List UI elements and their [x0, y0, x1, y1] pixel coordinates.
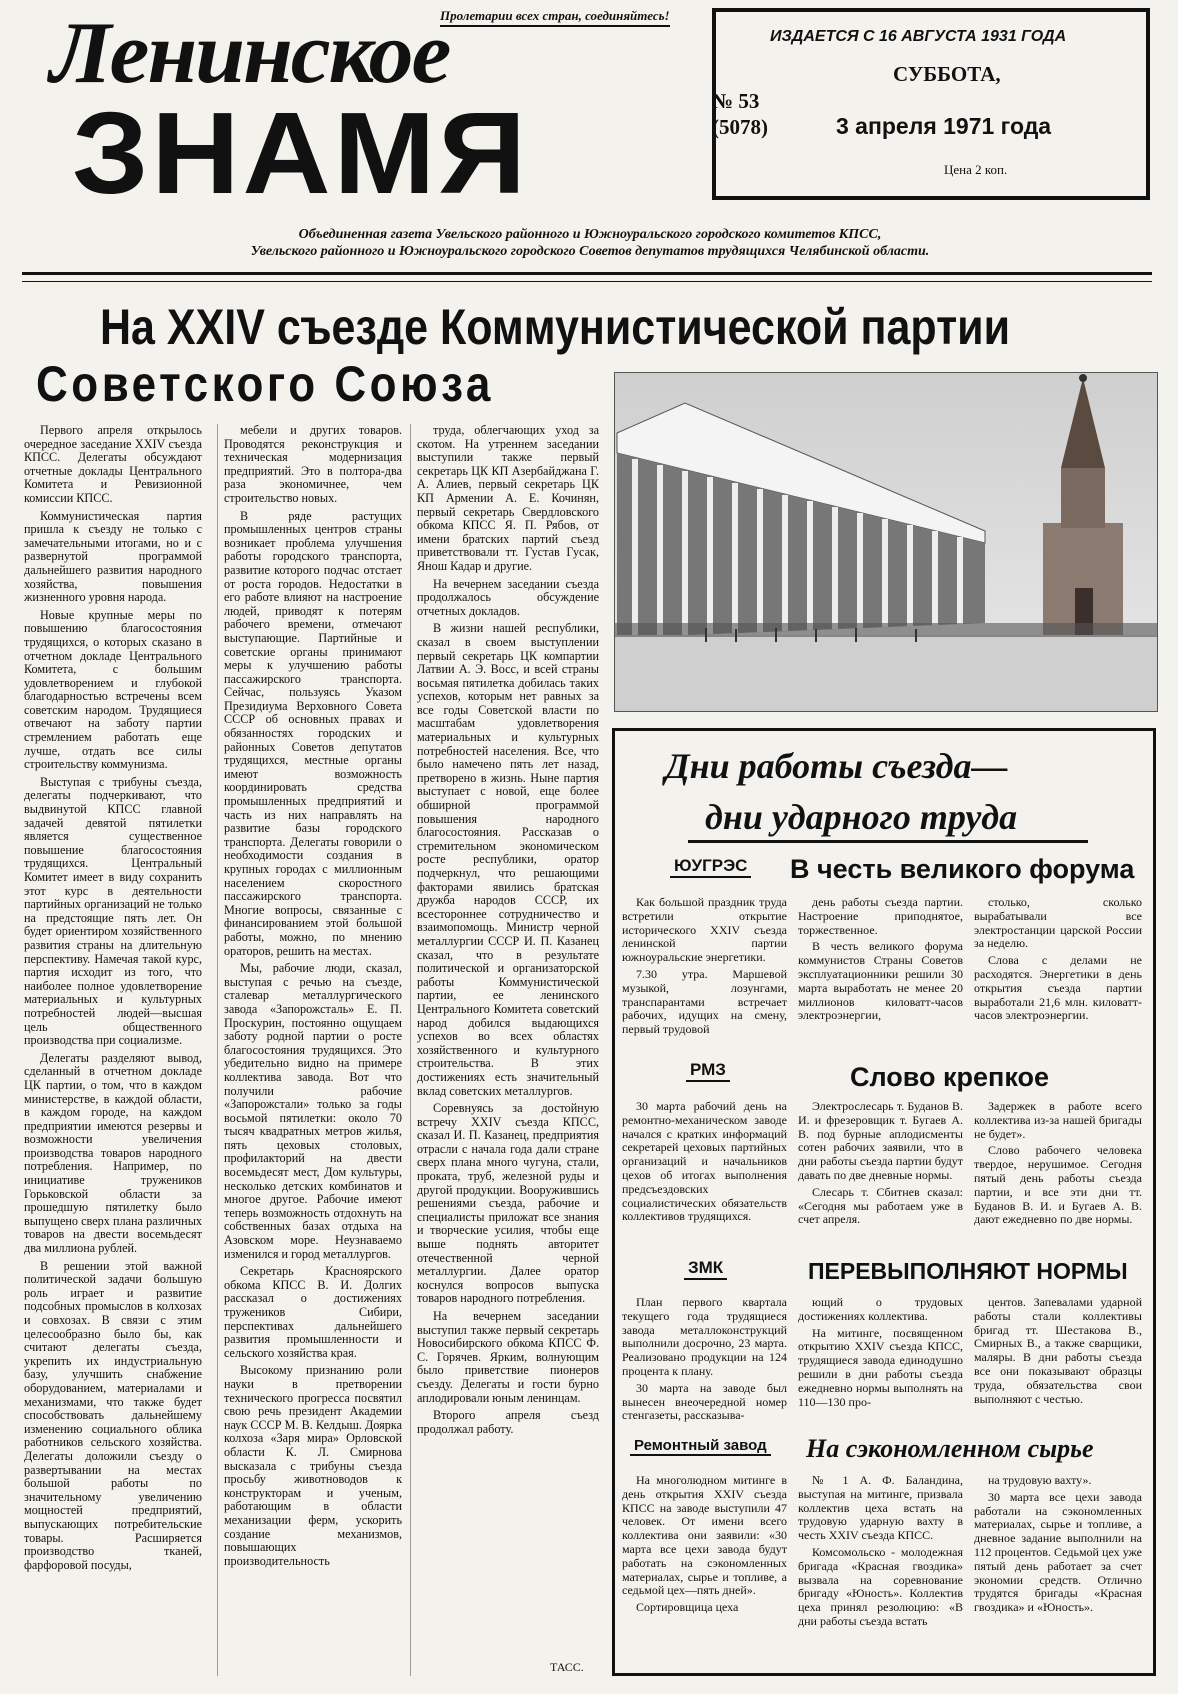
paragraph: В жизни нашей республики, сказал в своем выступлении первый секретарь ЦК компартии Латвии А. Э. Восс, и всей страны восьмая пятилетка добилась таких успехов, которым нет равных за все годы Советской власти по масштабам удовлетворения материальных и культурных потребностей населения. Все, что было намечено пять лет назад, претворено в жизнь. Ныне партия выступает с новой, еще более обширной программой повышения народного благосостояния. Рассказав о стремительном экономическом росте республики, оратор подчеркнул, что решающими факторами явились братская дружба народов СССР, их всестороннее сотрудничество и взаимопомощь. Министр черной металлургии СССР И. П. Казанец сказал, что в результате политической и организаторской работы Коммунистической партии, ее ленинского Центрального Комитета советский народ добился выдающихся успехов во всех областях хозяйственного и культурного строительства. В этих достижениях есть значительный вклад советских металлургов.: [417, 621, 599, 1098]
box-title-line2: дни ударного труда: [705, 797, 1018, 837]
paragraph: мебели и других товаров. Проводятся реконструкция и техническая модернизация предприятий. Это в полтора-два раза экономичнее, чем строительство новых.: [224, 424, 402, 505]
section-tag-yugres: ЮУГРЭС: [670, 856, 751, 878]
paragraph: Соревнуясь за достойную встречу XXIV съезда КПСС, сказал И. П. Казанец, предприятия отрасли с начала года дали стране сверх плана много чугуна, стали, проката, труб, железной руды и другой продукции. Вооружившись решениями съезда, рабочие и специалисты приложат все знания и творческие усилия, чтобы еще выше поднять авторитет отечественной черной металлургии. Далее оратор коснулся вопросов выпуска товаров народного потребления.: [417, 1101, 599, 1306]
repair-plant-column-1: [622, 1474, 787, 1666]
paragraph: 30 марта рабочий день на ремонтно-механическом заводе начался с кратких информаций секретарей цеховых партийных организаций и начальников цехов об итогах выполнения предсъездовских социалистических обязательств коллективов трудящихся.: [622, 1100, 787, 1224]
paragraph: Секретарь Красноярского обкома КПСС В. И. Долгих рассказал о достижениях тружеников Сибири, перспективах дальнейшего развития промышленности и сельского хозяйства края.: [224, 1264, 402, 1360]
publisher-subtitle: [170, 226, 1010, 260]
motto: Пролетарии всех стран, соединяйтесь!: [440, 8, 670, 27]
paragraph: Сортировщица цеха: [636, 1600, 739, 1615]
paragraph: Слова с делами не расходятся. Энергетики в день открытия съезда партии выработали 21,6 млн. киловатт-часов электроэнергии.: [974, 953, 1142, 1023]
rmz-column-3: [974, 1100, 1142, 1258]
paragraph: № 1 А. Ф. Баландина, выступая на митинге, призвала коллектив цеха встать на трудовую ударную вахту в честь XXIV съезда КПСС.: [798, 1474, 963, 1543]
paragraph: 30 марта все цехи завода работали на сэкономленных материалах, сырье и топливе, а дневное задание выполнили на 112 процентов. Седьмой цех уже пятый день работает за счет экономии средств. Отлично трудятся бригады «Красная гвоздика» и «Юность».: [974, 1489, 1142, 1615]
paragraph: центов. Запевалами ударной работы стали коллективы бригад тт. Шестакова В., Смирных В., а также сварщики, маляры. В дни работы съезда все они показывают образцы труда, обязательства свои выполняют с честью.: [974, 1296, 1142, 1406]
section-tag-zmk: ЗМК: [684, 1258, 727, 1280]
paragraph: Первого апреля открылось очередное заседание XXIV съезда КПСС. Делегаты обсуждают отчетные доклады Центрального Комитета и Ревизионной комиссии КПСС.: [24, 424, 202, 505]
repair-plant-column-2: [798, 1474, 963, 1666]
paragraph: на трудовую вахту».: [988, 1474, 1092, 1487]
lead-column-3: [410, 424, 599, 1676]
yugres-column-2: [798, 896, 963, 1058]
section-tag-rmz: РМЗ: [686, 1060, 730, 1082]
paragraph: На вечернем заседании съезда продолжалось обсуждение отчетных докладов.: [417, 576, 599, 618]
yugres-column-3: [974, 896, 1142, 1058]
paragraph: В решении этой важной политической задачи большую роль играет и развитие подсобных промыслов в колхозах и совхозах. В связи с этим целесообразно было бы, как считают делегаты съезда, укрепить их индустриальную базу, улучшить снабжение оборудованием, материалами и механизмами, что также будет способствовать дальнейшему изменению социального облика работников сельского хозяйства. Делегаты доложили съезду о развертывании на местах большой работы по значительному увеличению мощностей предприятий, выпускающих потребительские товары. Расширяется производство тканей, фарфоровой посуды,: [24, 1258, 202, 1572]
paragraph: Выступая с трибуны съезда, делегаты подчеркивают, что выдвинутой КПСС главной задачей девятой пятилетки является существенное повышение благосостояния трудящихся. Центральный Комитет имеет в виду сохранить этот курс в деятельности партийных организаций не только на предстоящие пять лет. Он будет ориентиром хозяйственного развития страны на длительную перспективу. Намечая такой курс, партия исходит из того, что наиболее полное удовлетворение материальных и культурных потребностей людей—высшая цель общественного производства при социализме.: [24, 774, 202, 1048]
paragraph: 7.30 утра. Маршевой музыкой, лозунгами, транспарантами встречает рабочих, идущих на смену, первый трудовой: [622, 966, 787, 1037]
paragraph: Как большой праздник труда встретили открытие исторического XXIV съезда ленинской партии южноуральские энергетики.: [622, 896, 787, 965]
paragraph: План первого квартала текущего года трудящиеся завода металлоконструкций выполнили досрочно, 23 марта. Реализовано продукции на 124 процента к плану.: [622, 1296, 787, 1378]
photo-drawing: [615, 373, 1157, 711]
paragraph: ющий о трудовых достижениях коллектива.: [798, 1296, 963, 1323]
rmz-column-1: [622, 1100, 787, 1258]
paragraph: В честь великого форума коммунистов Страны Советов эксплуатационники решили 30 марта выработать не менее 20 миллионов киловатт-часов электроэнергии,: [798, 939, 963, 1023]
paragraph: день работы съезда партии. Настроение приподнятое, торжественное.: [798, 896, 963, 937]
issue-date: 3 апреля 1971 года: [836, 113, 1052, 139]
paragraph: Новые крупные меры по повышению благосостояния трудящихся, о которых сказано в отчетном докладе Центрального Комитета, с большим удовлетворением и глубокой благодарностью встречены всем советским народом. Трудящиеся отвечают на заботу партии стремлением работать еще лучше, отдать все силы строительству коммунизма.: [24, 607, 202, 772]
rmz-column-2: [798, 1100, 963, 1258]
paragraph: На митинге, посвященном открытию XXIV съезда КПСС, трудящиеся завода единодушно решили в дни работы съезда ежедневно нормы выполнять на 110—130 про-: [798, 1325, 963, 1409]
section-headline-repair-plant: На сэкономленном сырье: [806, 1434, 1094, 1463]
paragraph: Задержек в работе всего коллектива из-за нашей бригады не будет».: [974, 1100, 1142, 1141]
lead-column-1: [24, 424, 202, 1676]
zmk-column-3: [974, 1296, 1142, 1426]
weekday: СУББОТА,: [893, 62, 1001, 86]
issue-no: № 53: [712, 89, 760, 113]
section-headline-yugres: В честь великого форума: [790, 854, 1135, 884]
paragraph: Высокому признанию роли науки в претворении технического прогресса посвятил свою речь президент Академии наук СССР М. В. Келдыш. Доярка колхоза «Заря мира» Орловской области К. Л. Смирнова высказала с трибуны съезда просьбу животноводов к конструкторам и ученым, работающим в области механизации ферм, ускорить создание механизмов, повышающих производительность: [224, 1363, 402, 1568]
paragraph: Коммунистическая партия пришла к съезду не только с замечательными итогами, но и с развернутой программой дальнейшего развития народного хозяйства, повышения жизненного уровня народа.: [24, 508, 202, 605]
box-title-rule: [688, 840, 1088, 843]
newspaper-title-line1: Ленинское: [50, 5, 450, 102]
lead-headline-line2: Советского Союза: [36, 356, 494, 412]
subtitle-line1: Объединенная газета Увельского районного и Южноуральского городского комитетов КПСС,: [298, 227, 882, 242]
paragraph: столько, сколько вырабатывали все электростанции царской России за неделю.: [974, 896, 1142, 951]
paragraph: Комсомольско - молодежная бригада «Красная гвоздика» вызвала на соревнование бригаду «Юность». Коллектив цеха принял резолюцию: «В дни работы съезда встать: [798, 1544, 963, 1628]
box-title-line1: Дни работы съезда—: [665, 746, 1008, 786]
paragraph: Слово рабочего человека твердое, нерушимое. Сегодня пятый день работы съезда партии, и все эти дни тт. Буданов В. И. и Бугаев А. В. дают ежедневно по две нормы.: [974, 1143, 1142, 1227]
paragraph: На вечернем заседании выступил также первый секретарь Новосибирского обкома КПСС Ф. С. Горячев. Ярким, волнующим было приветствие пионеров съезду. Делегаты и гости бурно аплодировали юным ленинцам.: [417, 1309, 599, 1405]
published-since: ИЗДАЕТСЯ С 16 АВГУСТА 1931 ГОДА: [770, 28, 1067, 45]
section-headline-rmz: Слово крепкое: [850, 1062, 1050, 1092]
paragraph: Электрослесарь т. Буданов В. И. и фрезеровщик т. Бугаев А. В. под бурные аплодисменты сотен рабочих заявили, что в дни работы съезда партии будут давать по две дневные нормы.: [798, 1100, 963, 1182]
paragraph: Мы, рабочие люди, сказал, выступая с речью на съезде, сталевар металлургического завода «Запорожсталь» Е. П. Проскурин, постоянно ощущаем заботу родной партии о росте благосостояния трудящихся. Это убедительно видно на примере коллектива завода. Вот что получили рабочие «Запорожстали» только за годы восьмой пятилетки: около 70 тысяч квадратных метров жилья, пять цеховых столовых, профилакторий на двести восемьдесят мест, Дом культуры, несколько детских комбинатов и многое другое. Рабочие имеют теперь возможность отдохнуть на собственных базах отдыха на Азовском море. Неузнаваемо изменился и город металлургов.: [224, 961, 402, 1261]
masthead-rule: [22, 272, 1152, 282]
paragraph: В ряде растущих промышленных центров страны возникает проблема улучшения работы городского транспорта, развитие которого подчас отстает от роста городов. Недостатки в его работе влияют на настроение людей, приводят к потерям рабочего времени, отмечают выступающие. Партийные и советские органы принимают меры к улучшению работы пассажирского транспорта. Сейчас, пользуясь Указом Президиума Верховного Совета СССР об основных правах и обязанностях городских и районных Советов депутатов трудящихся, местные органы имеют возможность координировать средства промышленных предприятий и часть из них направлять на развитие базы городского транспорта. Делегаты говорили о необходимости создания в крупных городах с миллионным населением скоростного пассажирского транспорта. Многие вопросы, связанные с финансированием этой большой работы, можно, по мнению ораторов, решить на местах.: [224, 508, 402, 958]
paragraph: Второго апреля съезд продолжал работу.: [417, 1408, 599, 1436]
yugres-column-1: [622, 896, 787, 1058]
article-source: ТАСС.: [550, 1660, 584, 1674]
price: Цена 2 коп.: [944, 162, 1008, 177]
newspaper-title-line2: ЗНАМЯ: [72, 88, 529, 218]
section-headline-zmk: ПЕРЕВЫПОЛНЯЮТ НОРМЫ: [808, 1258, 1128, 1284]
repair-plant-column-3: [974, 1474, 1142, 1666]
kremlin-palace-photo: [614, 372, 1158, 712]
lead-headline-line1: На XXIV съезде Коммунистической партии: [100, 299, 1011, 355]
paragraph: Слесарь т. Сбитнев сказал: «Сегодня мы работаем уже в счет апреля.: [798, 1184, 963, 1227]
paragraph: труда, облегчающих уход за скотом. На утреннем заседании выступили также первый секретарь ЦК КП Азербайджана Г. А. Алиев, первый секретарь ЦК КП Армении А. Е. Кочинян, первый секретарь Свердловского обкома КПСС Я. П. Рябов, от имени братских партий съезд приветствовали тт. Густав Гусак, Янош Кадар и другие.: [417, 424, 599, 573]
zmk-column-1: [622, 1296, 787, 1426]
issue-total: (5078): [712, 115, 768, 139]
paragraph: Делегаты разделяют вывод, сделанный в отчетном докладе ЦК партии, о том, что в каждом министерстве, в каждой области, в каждом городе, на каждом предприятии имеются резервы и возможности увеличения производства товаров народного потребления. Например, по инициативе тружеников Горьковской области за прошедшую пятилетку было выпущено сверх плана различных товаров на двести восемьдесят два миллиона рублей.: [24, 1050, 202, 1256]
paragraph: На многолюдном митинге в день открытия XXIV съезда КПСС на заводе выступили 47 человек. От имени всего коллектива они заявили: «30 марта все цехи завода будут работать на сэкономленных материалах, сырье и топливе, а седьмой цех—пять дней».: [622, 1474, 787, 1598]
zmk-column-2: [798, 1296, 963, 1426]
section-tag-repair-plant: Ремонтный завод: [630, 1437, 771, 1456]
paragraph: 30 марта на заводе был вынесен внеочередной номер стенгазеты, рассказыва-: [622, 1380, 787, 1423]
subtitle-line2: Увельского районного и Южноуральского городского Советов депутатов трудящихся Челябинской области.: [250, 244, 930, 259]
lead-column-2: [217, 424, 402, 1676]
